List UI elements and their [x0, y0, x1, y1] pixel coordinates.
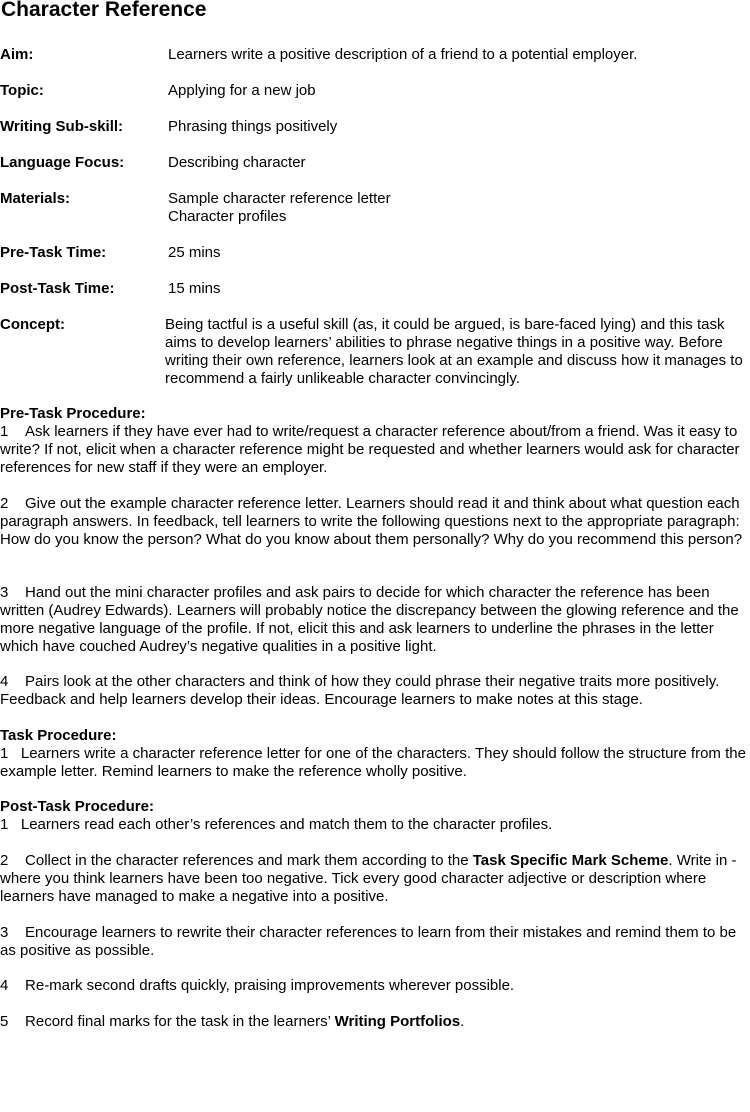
step-text: Give out the example character reference letter. Learners should read it and think about what question each paragraph answers. In feedback, tell learners to write the following questions next to the appropriate paragraph: How do you know the person? What do you know about them personally? Why do you recommend this person? — [0, 495, 743, 548]
mark-scheme-link-text: Task Specific Mark Scheme — [472, 852, 669, 869]
step-text: . — [460, 1013, 465, 1030]
meta-row-language-focus — [0, 154, 750, 172]
writing-portfolios-text: Writing Portfolios — [334, 1013, 461, 1030]
step-number: 3 — [0, 584, 9, 601]
step-text: Pairs look at the other characters and think of how they could phrase their negative traits more positively. Feedback and help learners develop their ideas. Encourage learners to make notes at this stage. — [0, 673, 720, 708]
meta-value — [168, 190, 750, 226]
section-heading: Task Procedure: — [0, 727, 117, 744]
post-task-step-4 — [0, 977, 750, 995]
post-task-heading — [0, 798, 750, 816]
step-text: Record final marks for the task in the learners’ — [25, 1013, 335, 1030]
materials-item: Character profiles — [168, 208, 287, 225]
pre-task-step-3 — [0, 584, 750, 656]
meta-row-topic — [0, 82, 750, 100]
meta-label: Pre-Task Time: — [0, 244, 107, 261]
task-step-1 — [0, 745, 750, 781]
section-heading: Pre-Task Procedure: — [0, 405, 146, 422]
meta-label: Post-Task Time: — [0, 280, 115, 297]
step-text: . Write in - where you think learners have been too negative. Tick every good character adjective or description where learners have managed to make a negative into a positive. — [0, 852, 737, 905]
step-number: 1 — [0, 423, 9, 440]
step-number: 1 — [0, 745, 9, 762]
meta-value: Learners write a positive description of a friend to a potential employer. — [168, 46, 638, 63]
concept-text: Being tactful is a useful skill (as, it could be argued, is bare-faced lying) and this task aims to develop learners’ abilities to phrase negative things in a positive way. Before writing their own reference, learners look at an example and discuss how it manages to recommend a fairly unlikeable character convincingly. — [165, 316, 743, 387]
meta-row-writing-subskill — [0, 118, 750, 136]
meta-row-pre-task-time — [0, 244, 750, 262]
pre-task-step-2 — [0, 495, 750, 549]
step-number: 5 — [0, 1013, 9, 1030]
step-text: Hand out the mini character profiles and ask pairs to decide for which character the reference has been written (Audrey Edwards). Learners will probably notice the discrepancy between the glowing reference and the more negative language of the profile. If not, elicit this and ask learners to underline the phrases in the letter which have couched Audrey’s negative qualities in a positive light. — [0, 584, 739, 655]
step-number: 4 — [0, 673, 9, 690]
meta-label: Topic: — [0, 82, 44, 99]
materials-item: Sample character reference letter — [168, 190, 391, 207]
meta-value: 15 mins — [168, 280, 221, 297]
meta-value: 25 mins — [168, 244, 221, 261]
meta-row-aim — [0, 46, 750, 64]
step-number: 2 — [0, 495, 9, 512]
step-text: Re-mark second drafts quickly, praising improvements wherever possible. — [25, 977, 515, 994]
step-text: Ask learners if they have ever had to write/request a character reference about/from a friend. Was it easy to write? If not, elicit when a character reference might be requested and whether learners would ask for character references for new staff if they were an employer. — [0, 423, 740, 476]
step-number: 2 — [0, 852, 9, 869]
meta-row-materials — [0, 190, 750, 226]
section-heading: Post-Task Procedure: — [0, 798, 154, 815]
meta-value: Describing character — [168, 154, 306, 171]
concept-row — [0, 316, 750, 388]
page-title: Character Reference — [1, 0, 207, 21]
post-task-step-5 — [0, 1013, 750, 1031]
step-number: 1 — [0, 816, 9, 833]
step-number: 3 — [0, 924, 9, 941]
post-task-step-2 — [0, 852, 750, 906]
meta-value: Phrasing things positively — [168, 118, 338, 135]
pre-task-step-4 — [0, 673, 750, 709]
meta-label: Language Focus: — [0, 154, 125, 171]
pre-task-step-1 — [0, 423, 750, 477]
post-task-step-3 — [0, 924, 750, 960]
step-text: Collect in the character references and mark them according to the — [25, 852, 473, 869]
step-text: Encourage learners to rewrite their character references to learn from their mistakes and remind them to be as positive as possible. — [0, 924, 737, 959]
meta-label: Aim: — [0, 46, 34, 63]
post-task-step-1 — [0, 816, 750, 834]
meta-row-post-task-time — [0, 280, 750, 298]
concept-label: Concept: — [0, 316, 65, 333]
step-number: 4 — [0, 977, 9, 994]
step-text: Learners read each other’s references and match them to the character profiles. — [20, 816, 553, 833]
step-text: Learners write a character reference letter for one of the characters. They should follow the structure from the example letter. Remind learners to make the reference wholly positive. — [0, 745, 746, 780]
pre-task-heading — [0, 405, 750, 423]
meta-label: Writing Sub-skill: — [0, 118, 124, 135]
meta-value: Applying for a new job — [168, 82, 316, 99]
meta-label: Materials: — [0, 190, 71, 207]
task-heading — [0, 727, 750, 745]
